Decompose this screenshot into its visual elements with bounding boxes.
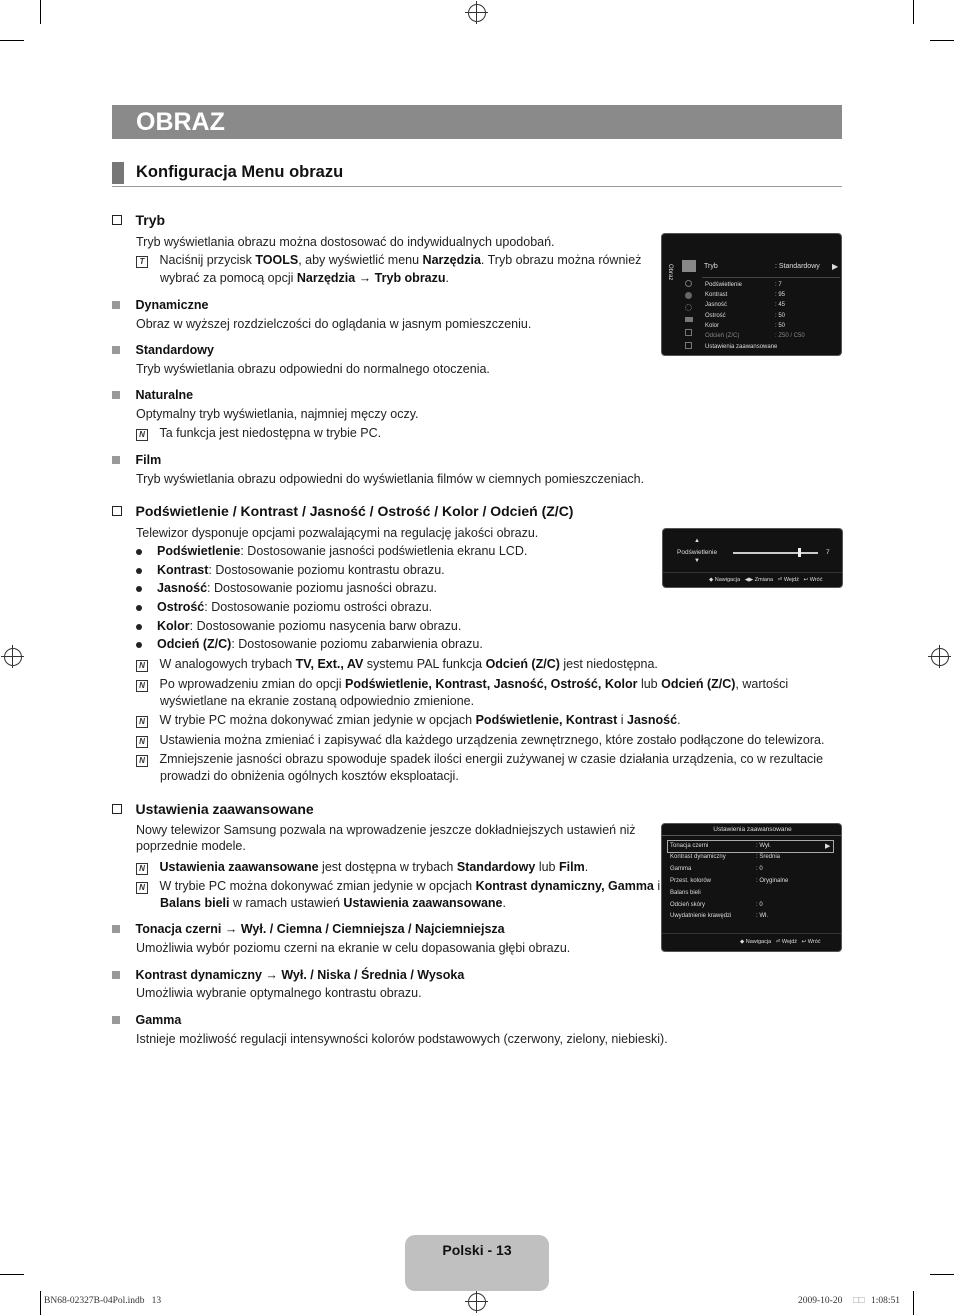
osd-slider-label: Podświetlenie xyxy=(677,549,718,556)
mode-item-desc: Optymalny tryb wyświetlania, najmniej męczy oczy. xyxy=(136,407,419,421)
osd-nav-hint: ◆ Nawigacja ◀▶ Zmiana ⏎ Wejdź ↩ Wróć xyxy=(709,577,823,583)
left-right-icon: ◀▶ xyxy=(744,577,754,583)
input-menu-icon xyxy=(685,317,693,322)
registration-mark-icon xyxy=(468,1293,486,1311)
osd-row-value: : 0 xyxy=(756,866,763,872)
osd-row-label: Odcień skóry xyxy=(670,902,706,908)
return-icon: ↩ xyxy=(803,577,809,583)
osd-divider xyxy=(702,277,840,278)
bullet-item: Kolor: Dostosowanie poziomu nasycenia barw obrazu. xyxy=(136,618,461,634)
mode-item-heading: Standardowy xyxy=(112,342,214,358)
square-bullet-icon xyxy=(112,301,120,309)
adv-heading: Ustawienia zaawansowane xyxy=(135,801,314,817)
square-bullet-icon xyxy=(112,456,120,464)
note-icon: N xyxy=(136,736,148,748)
adv-heading-row xyxy=(112,801,314,818)
adv-item-heading: Gamma xyxy=(112,1012,181,1028)
osd-row-label: Balans bieli xyxy=(670,890,701,896)
adv-note: N Ustawienia zaawansowane jest dostępna w trybach Standardowy lub Film. xyxy=(136,859,588,875)
bullet-icon xyxy=(136,624,142,630)
osd-row-label: Kolor xyxy=(705,323,720,329)
tryb-intro: Tryb wyświetlania obrazu można dostosować do indywidualnych upodobań. xyxy=(136,235,555,249)
bullet-item: Odcień (Z/C): Dostosowanie poziomu zabarwienia obrazu. xyxy=(136,636,483,652)
osd-divider xyxy=(662,835,842,836)
osd-row-label: Odcień (Z/C) xyxy=(705,333,740,339)
slider-track xyxy=(733,552,818,554)
section-marker xyxy=(112,162,124,184)
osd-picture-menu xyxy=(661,233,842,356)
bullet-icon xyxy=(136,642,142,648)
osd-row-label: Przest. kolorów xyxy=(670,878,712,884)
crop-mark xyxy=(930,40,954,41)
podsw-note-line2: wyświetlane na ekranie zostaną odpowiednio zmienione. xyxy=(160,694,475,708)
osd-row-label: Ostrość xyxy=(705,313,726,319)
mode-item-heading: Dynamiczne xyxy=(112,297,208,313)
bullet-item: Podświetlenie: Dostosowanie jasności podświetlenia ekranu LCD. xyxy=(136,543,527,559)
adv-intro: Nowy telewizor Samsung pozwala na wprowadzenie jeszcze dokładniejszych ustawień niż xyxy=(136,823,636,837)
adv-note-line2: Balans bieli w ramach ustawień Ustawienia zaawansowane. xyxy=(160,896,506,910)
adv-item-heading: Kontrast dynamiczny → Wył. / Niska / Średnia / Wysoka xyxy=(112,967,464,983)
adv-item-desc: Umożliwia wybranie optymalnego kontrastu obrazu. xyxy=(136,986,422,1000)
mode-item-heading: Film xyxy=(112,452,161,468)
osd-row-label: Tonacja czerni xyxy=(670,843,709,849)
osd-row-value: : Wył. xyxy=(756,843,771,849)
chapter-title: OBRAZ xyxy=(136,108,225,136)
registration-mark-icon xyxy=(468,4,486,22)
crop-mark xyxy=(0,40,24,41)
print-slug-time: 1:08:51 xyxy=(871,1296,901,1306)
section-heading xyxy=(112,162,842,187)
osd-row-label: Podświetlenie xyxy=(705,282,743,288)
application-menu-icon xyxy=(685,329,692,336)
square-bullet-icon xyxy=(112,391,120,399)
podsw-note: N Po wprowadzeniu zmian do opcji Podświetlenie, Kontrast, Jasność, Ostrość, Kolor lub Odcień (Z/C), wartości xyxy=(136,676,788,692)
sound-menu-icon xyxy=(685,280,692,287)
podsw-heading-row xyxy=(112,503,573,520)
podsw-intro: Telewizor dysponuje opcjami pozwalającymi na regulację jakości obrazu. xyxy=(136,526,539,540)
bullet-icon xyxy=(136,605,142,611)
adv-item-desc: Istnieje możliwość regulacji intensywności kolorów podstawowych (czerwony, zielony, niebieski). xyxy=(136,1032,668,1046)
adv-note: N W trybie PC można dokonywać zmian jedynie w opcjach Kontrast dynamiczny, Gamma i xyxy=(136,878,660,894)
checkbox-icon xyxy=(112,804,122,814)
setup-menu-icon xyxy=(685,304,692,311)
nav-arrows-icon: ◆ xyxy=(740,939,745,945)
mode-item-desc: Tryb wyświetlania obrazu odpowiedni do normalnego otoczenia. xyxy=(136,362,490,376)
osd-advanced-settings xyxy=(661,823,842,952)
square-bullet-icon xyxy=(112,346,120,354)
note-icon: N xyxy=(136,429,148,441)
osd-row-value: : 50 xyxy=(775,323,786,329)
print-slug-file: BN68-02327B-04Pol.indb 13 xyxy=(44,1296,162,1306)
osd-row-label: Kontrast xyxy=(705,292,728,298)
tryb-heading: Tryb xyxy=(135,212,166,228)
podsw-note: N W analogowych trybach TV, Ext., AV systemu PAL funkcja Odcień (Z/C) jest niedostępna. xyxy=(136,656,658,672)
arrow-right-icon: ▶ xyxy=(832,262,839,271)
osd-row-value: : Z50 / C50 xyxy=(775,333,805,339)
checkbox-icon xyxy=(112,215,122,225)
channel-menu-icon xyxy=(685,292,692,299)
arrow-down-icon: ▼ xyxy=(694,558,700,564)
bullet-item: Kontrast: Dostosowanie poziomu kontrastu obrazu. xyxy=(136,562,445,578)
osd-row-value: : 7 xyxy=(775,282,782,288)
osd-side-label: Obraz xyxy=(667,264,673,281)
osd-row-value: : 50 xyxy=(775,313,786,319)
print-slug-placeholder: □□ xyxy=(853,1296,865,1306)
page-number-tab xyxy=(405,1235,549,1291)
tryb-heading-row xyxy=(112,212,165,229)
mode-note: N Ta funkcja jest niedostępna w trybie PC. xyxy=(136,425,381,441)
enter-icon: ⏎ xyxy=(775,939,781,945)
picture-menu-icon xyxy=(682,260,696,272)
arrow-right-icon: ▶ xyxy=(825,843,831,850)
mode-item-heading: Naturalne xyxy=(112,387,193,403)
square-bullet-icon xyxy=(112,1016,120,1024)
osd-row-value: : Oryginalne xyxy=(756,878,789,884)
crop-mark xyxy=(930,1274,954,1275)
note-icon: N xyxy=(136,882,148,894)
crop-mark xyxy=(0,1274,24,1275)
podsw-note: N Ustawienia można zmieniać i zapisywać dla każdego urządzenia zewnętrznego, które zostało podłączone do telewizora. xyxy=(136,732,824,748)
osd-divider xyxy=(662,933,842,934)
osd-row-value: : Wł. xyxy=(756,913,768,919)
osd-row-label: Jasność xyxy=(705,302,728,308)
osd-row-label: Kontrast dynamiczny xyxy=(670,854,726,860)
note-icon: N xyxy=(136,660,148,672)
slider-thumb xyxy=(798,548,801,557)
note-icon: N xyxy=(136,755,148,767)
nav-arrows-icon: ◆ xyxy=(709,577,714,583)
osd-row-label: Gamma xyxy=(670,866,692,872)
adv-intro-2: poprzednie modele. xyxy=(136,839,246,853)
square-bullet-icon xyxy=(112,925,120,933)
page-number: Polski - 13 xyxy=(442,1242,512,1258)
chapter-title-bar xyxy=(112,105,842,139)
crop-mark xyxy=(40,0,41,24)
return-icon: ↩ xyxy=(801,939,807,945)
osd-row-value: : 45 xyxy=(775,302,786,308)
osd-adv-title: Ustawienia zaawansowane xyxy=(713,826,792,833)
osd-nav-hint: ◆ Nawigacja ⏎ Wejdź ↩ Wróć xyxy=(740,939,821,945)
crop-mark xyxy=(913,0,914,24)
print-slug-date: 2009-10-20 xyxy=(798,1296,843,1306)
registration-mark-icon xyxy=(4,648,22,666)
enter-icon: ⏎ xyxy=(777,577,783,583)
osd-mode-value: : Standardowy xyxy=(775,263,820,270)
osd-divider xyxy=(663,572,843,573)
section-title: Konfiguracja Menu obrazu xyxy=(136,163,344,181)
bullet-icon xyxy=(136,568,142,574)
arrow-up-icon: ▲ xyxy=(694,538,700,544)
tools-icon: T xyxy=(136,256,148,268)
note-icon: N xyxy=(136,716,148,728)
podsw-note: N W trybie PC można dokonywać zmian jedynie w opcjach Podświetlenie, Kontrast i Jasność. xyxy=(136,712,681,728)
support-menu-icon xyxy=(685,342,692,349)
adv-item-heading: Tonacja czerni → Wył. / Ciemna / Ciemniejsza / Najciemniejsza xyxy=(112,921,505,937)
crop-mark xyxy=(40,1291,41,1315)
podsw-note: N Zmniejszenie jasności obrazu spowoduje spadek ilości energii zużywanej w czasie działania urządzenia, co w rezultacie xyxy=(136,751,823,767)
mode-item-desc: Obraz w wyższej rozdzielczości do oglądania w jasnym pomieszczeniu. xyxy=(136,317,532,331)
osd-row-label: Ustawienia zaawansowane xyxy=(705,344,778,350)
osd-row-value: : 0 xyxy=(756,902,763,908)
crop-mark xyxy=(913,1291,914,1315)
podsw-heading: Podświetlenie / Kontrast / Jasność / Ostrość / Kolor / Odcień (Z/C) xyxy=(135,503,574,519)
osd-slider-value: 7 xyxy=(826,549,830,556)
bullet-icon xyxy=(136,586,142,592)
bullet-item: Jasność: Dostosowanie poziomu jasności obrazu. xyxy=(136,580,437,596)
registration-mark-icon xyxy=(931,648,949,666)
osd-backlight-slider xyxy=(662,528,843,588)
checkbox-icon xyxy=(112,506,122,516)
bullet-icon xyxy=(136,549,142,555)
podsw-note-line2: prowadzi do obniżenia ogólnych kosztów eksploatacji. xyxy=(160,769,459,783)
mode-item-desc: Tryb wyświetlania obrazu odpowiedni do wyświetlania filmów w ciemnych pomieszczeniach. xyxy=(136,472,645,486)
square-bullet-icon xyxy=(112,971,120,979)
osd-row-value: : Średnia xyxy=(756,854,781,860)
osd-row-label: Uwydatnienie krawędzi xyxy=(670,913,732,919)
note-icon: N xyxy=(136,863,148,875)
tryb-tools-note: T Naciśnij przycisk TOOLS, aby wyświetlić menu Narzędzia. Tryb obrazu można również xyxy=(136,252,641,268)
adv-item-desc: Umożliwia wybór poziomu czerni na ekranie w celu dopasowania głębi obrazu. xyxy=(136,941,571,955)
tryb-tools-note-2: wybrać za pomocą opcji Narzędzia → Tryb obrazu. xyxy=(160,271,450,285)
osd-mode-label: Tryb xyxy=(704,263,718,270)
bullet-item: Ostrość: Dostosowanie poziomu ostrości obrazu. xyxy=(136,599,432,615)
note-icon: N xyxy=(136,680,148,692)
osd-row-value: : 95 xyxy=(775,292,786,298)
